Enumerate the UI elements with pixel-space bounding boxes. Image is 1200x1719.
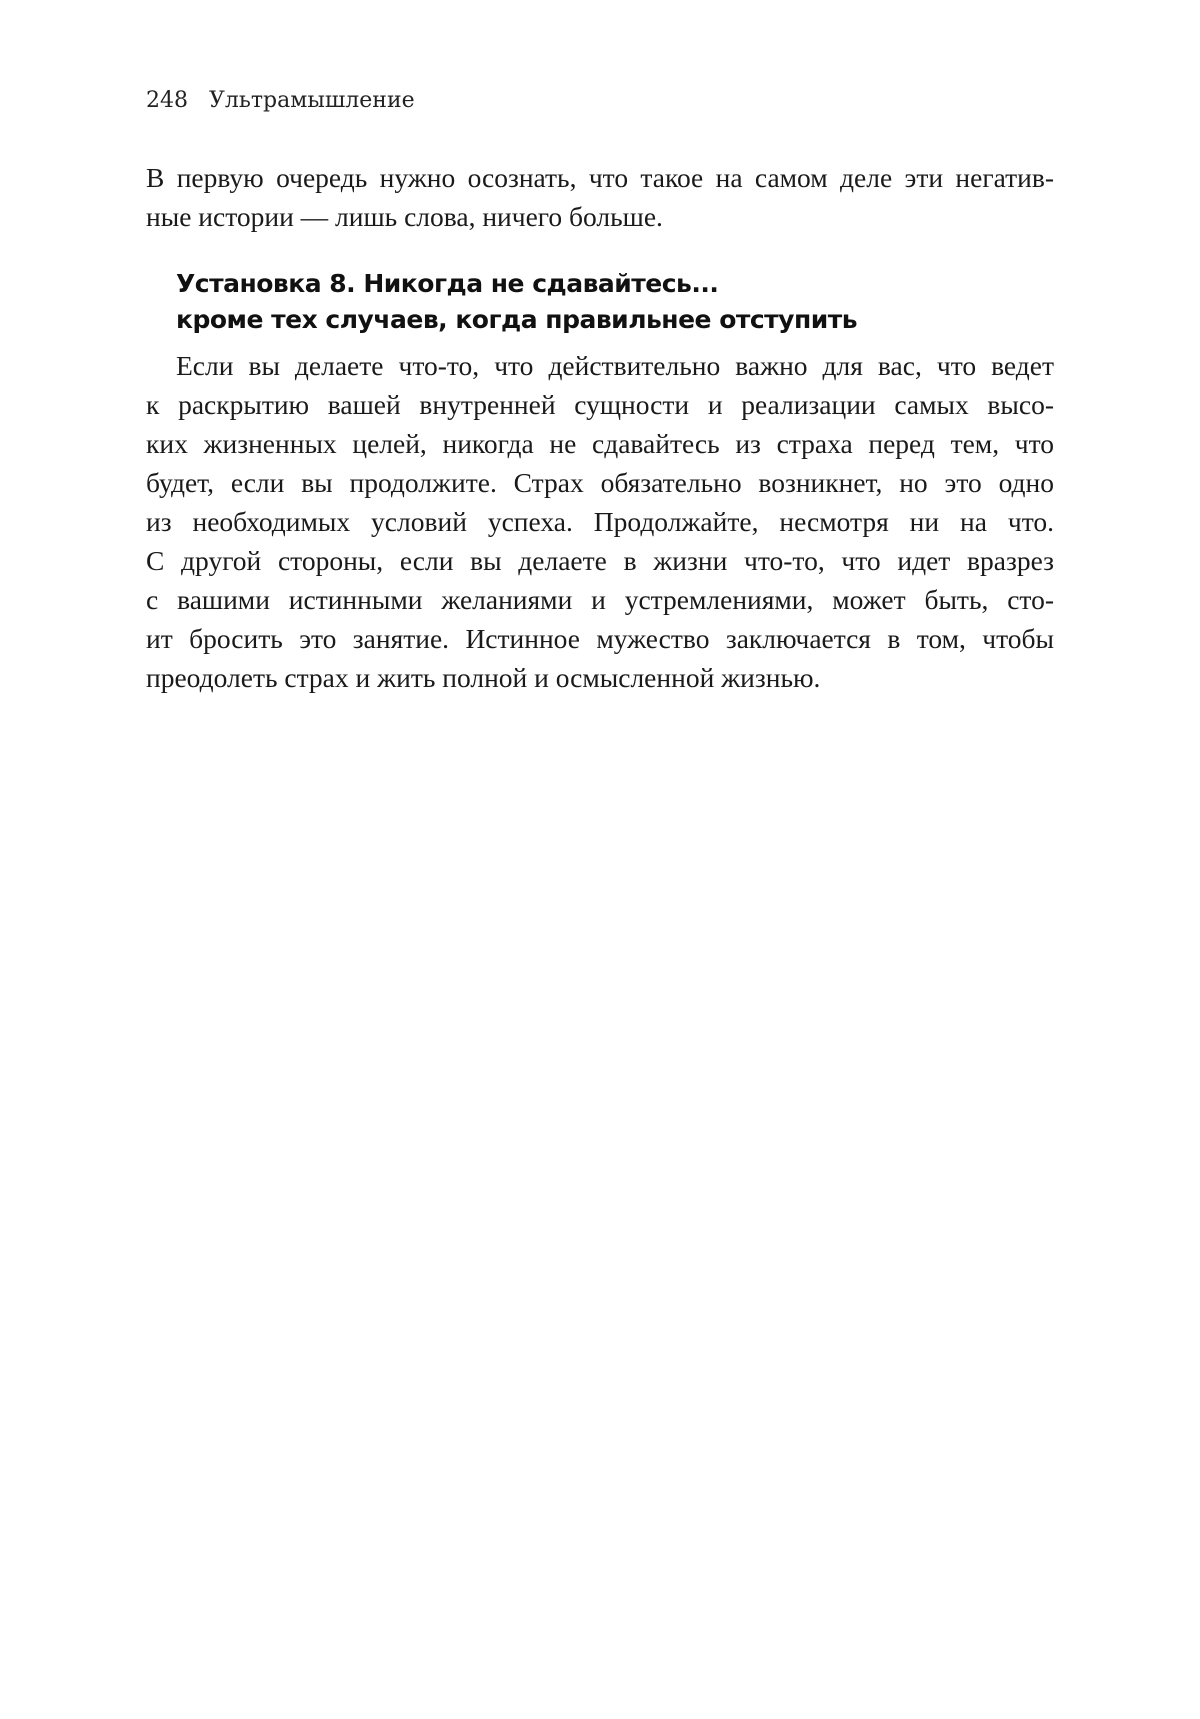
text-line: с вашими истинными желаниями и устремлениями, может быть, сто-: [146, 584, 1054, 615]
text-line: преодолеть страх и жить полной и осмысленной жизнью.: [146, 662, 821, 693]
section-heading-line: кроме тех случаев, когда правильнее отступить: [176, 305, 858, 334]
section-heading: [176, 266, 857, 338]
text-line: С другой стороны, если вы делаете в жизни что-то, что идет вразрез: [146, 545, 1054, 576]
main-paragraph: [146, 346, 1054, 697]
text-line: Если вы делаете что-то, что действительно важно для вас, что ведет: [176, 350, 1054, 381]
running-head: [146, 86, 415, 116]
text-line: будет, если вы продолжите. Страх обязательно возникнет, но это одно: [146, 467, 1054, 498]
book-title: Ультрамышление: [209, 88, 415, 113]
text-line: к раскрытию вашей внутренней сущности и реализации самых высо-: [146, 389, 1054, 420]
section-heading-line: Установка 8. Никогда не сдавайтесь...: [176, 269, 719, 298]
page-number: 248: [146, 88, 188, 113]
intro-paragraph: [146, 158, 1054, 236]
text-line: ные истории — лишь слова, ничего больше.: [146, 201, 663, 232]
text-line: из необходимых условий успеха. Продолжайте, несмотря ни на что.: [146, 506, 1054, 537]
text-line: В первую очередь нужно осознать, что такое на самом деле эти негатив-: [146, 162, 1054, 193]
text-line: ких жизненных целей, никогда не сдавайтесь из страха перед тем, что: [146, 428, 1054, 459]
text-line: ит бросить это занятие. Истинное мужество заключается в том, чтобы: [146, 623, 1054, 654]
